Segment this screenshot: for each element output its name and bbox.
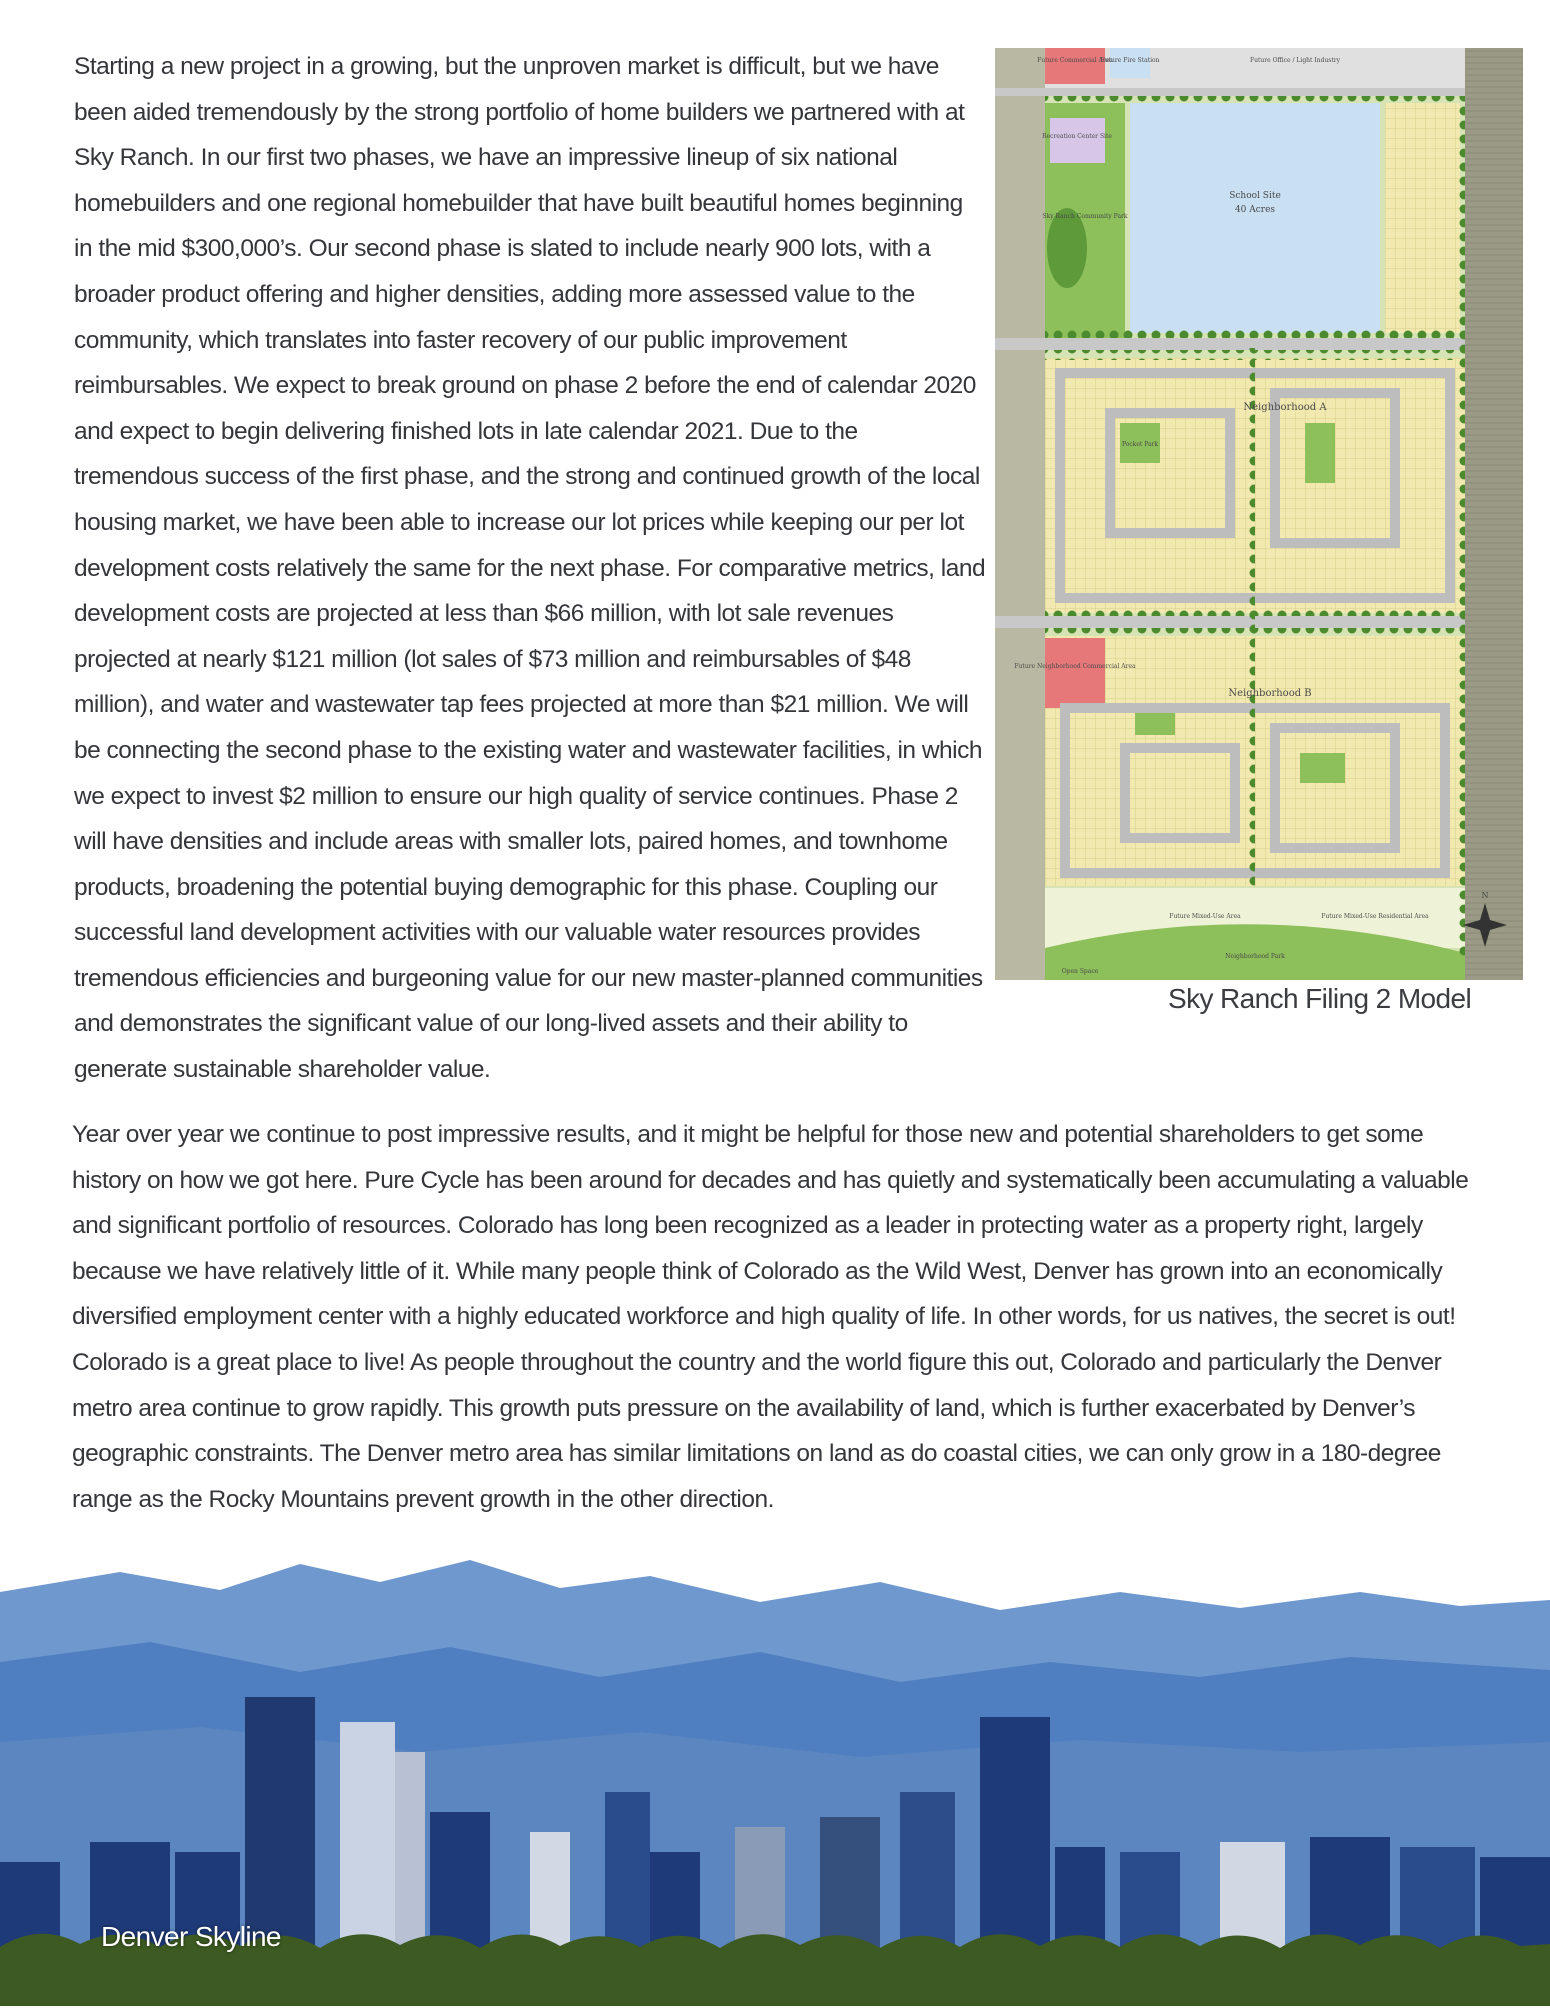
label-open-space: Open Space [1061,968,1099,975]
north-label: N [1481,891,1489,900]
body-paragraph-2: Year over year we continue to post impressive results, and it might be helpful for those new and potential shareholders to get some history on how we got here. Pure Cycle has been around for decades and has quietly and systematically been accumulating a valuable and significant portfolio of resources. Colorado has long been recognized as a leader in protecting water as a property right, largely because we have relatively little of it. While many people think of Colorado as the Wild West, Denver has grown into an economically diversified employment center with a highly educated workforce and high quality of life. In other words, for us natives, the secret is out! Colorado is a great place to live! As people throughout the country and the world figure this out, Colorado and particularly the Denver metro area continue to grow rapidly. This growth puts pressure on the availability of land, which is further exacerbated by Denver’s geographic constraints. The Denver metro area has similar limitations on land as do coastal cities, we can only grow in a 180-degree range as the Rocky Mountains prevent growth in the other direction. [72,1121,1469,1513]
label-community-park: Sky Ranch Community Park [1042,213,1128,220]
label-future-mixed-use: Future Mixed-Use Area [1169,913,1241,920]
label-neighborhood-a: Neighborhood A [1243,402,1327,413]
label-neighborhood-commercial: Future Neighborhood Commercial Area [1014,663,1136,670]
commercial-area [1045,48,1105,84]
label-school-site: School Site [1229,191,1281,201]
label-pocket-park: Pocket Park [1121,441,1159,448]
label-fire-station: Future Fire Station [1100,57,1160,64]
site-plan-illustration [995,48,1523,980]
map-caption: Sky Ranch Filing 2 Model [1168,983,1472,1014]
site-plan-map [995,48,1523,980]
label-neighborhood-park: Neighborhood Park [1225,953,1285,960]
school-site [1130,103,1380,333]
label-neighborhood-b: Neighborhood B [1228,688,1312,699]
label-future-office: Future Office / Light Industry [1249,57,1341,64]
label-future-commercial: Future Commercial Area [1037,57,1113,64]
body-paragraph-1: Starting a new project in a growing, but the unproven market is difficult, but we have been aided tremendously by the strong portfolio of home builders we partnered with at Sky Ranch. In our first two phases, we have an impressive lineup of six national homebuilders and one regional homebuilder that have built beautiful homes beginning in the mid $300,000’s. Our second phase is slated to include nearly 900 lots, with a broader product offering and higher densities, adding more assessed value to the community, which translates into faster recovery of our public improvement reimbursables. We expect to break ground on phase 2 before the end of calendar 2020 and expect to begin delivering finished lots in late calendar 2021. Due to the tremendous success of the first phase, and the strong and continued growth of the local housing market, we have been able to increase our lot prices while keeping our per lot development costs relatively the same for the next phase. For comparative metrics, land development costs are projected at less than $66 million, with lot sale revenues projected at nearly $121 million (lot sales of $73 million and reimbursables of $48 million), and water and wastewater tap fees projected at more than $21 million. We will be connecting the second phase to the existing water and wastewater facilities, in which we expect to invest $2 million to ensure our high quality of service continues. Phase 2 will have densities and include areas with smaller lots, paired homes, and townhome products, broadening the potential buying demographic for this phase. Coupling our successful land development activities with our valuable water resources provides tremendous efficiencies and burgeoning value for our new master-planned communities and demonstrates the significant value of our long-lived assets and their ability to generate sustainable shareholder value. [74,53,986,1084]
skyline-caption: Denver Skyline [101,1921,281,1952]
label-mixed-use-residential: Future Mixed-Use Residential Area [1321,913,1429,920]
label-school-acres: 40 Acres [1234,205,1276,215]
label-recreation-center: Recreation Center Site [1042,133,1112,140]
